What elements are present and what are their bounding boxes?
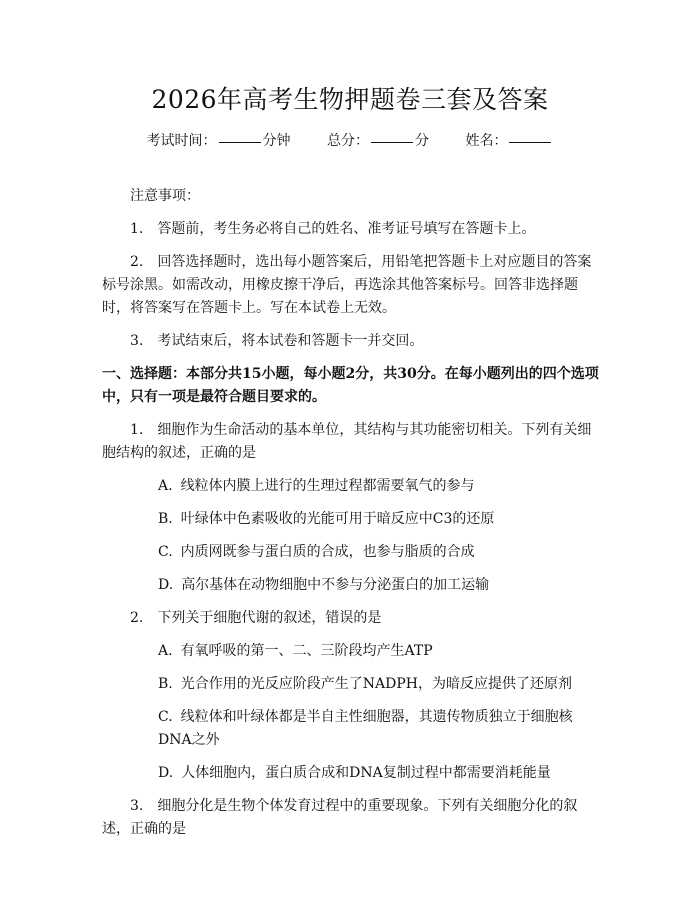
question-text: 细胞作为生命活动的基本单位，其结构与其功能密切相关。下列有关细胞结构的叙述，正确的是	[102, 422, 592, 461]
notice-item	[102, 251, 602, 320]
answer-option	[102, 574, 602, 597]
total-score-unit: 分	[415, 133, 429, 149]
notice-text: 考试结束后，将本试卷和答题卡一并交回。	[157, 333, 424, 349]
exam-time-unit: 分钟	[262, 133, 291, 149]
option-letter: C.	[158, 709, 173, 725]
student-name-label: 姓名：	[465, 133, 508, 149]
notice-item	[102, 218, 602, 241]
exam-time-label: 考试时间：	[146, 133, 217, 149]
answer-option	[102, 762, 602, 785]
option-letter: C.	[158, 544, 173, 560]
option-letter: A.	[158, 478, 173, 494]
question-text: 细胞分化是生物个体发育过程中的重要现象。下列有关细胞分化的叙述，正确的是	[102, 798, 578, 837]
section-heading: 一、选择题：本部分共15小题，每小题2分，共30分。在每小题列出的四个选项中，只有一项是最符合题目要求的。	[102, 366, 599, 405]
document-body	[102, 185, 602, 851]
notice-number: 2.	[130, 254, 144, 270]
option-text: 叶绿体中色素吸收的光能可用于暗反应中C3的还原	[180, 511, 495, 527]
notice-item	[102, 330, 602, 353]
notice-number: 1.	[130, 221, 144, 237]
option-letter: D.	[158, 765, 174, 781]
question-stem	[102, 607, 602, 630]
question-text: 下列关于细胞代谢的叙述，错误的是	[157, 610, 382, 626]
student-name-blank	[509, 141, 551, 143]
option-text: 内质网既参与蛋白质的合成，也参与脂质的合成	[180, 544, 475, 560]
exam-time-blank	[219, 141, 261, 143]
question-number: 3.	[130, 798, 144, 814]
option-text: 线粒体内膜上进行的生理过程都需要氧气的参与	[180, 478, 475, 494]
total-score-field	[327, 133, 429, 149]
notice-text: 答题前，考生务必将自己的姓名、准考证号填写在答题卡上。	[157, 221, 536, 237]
document-title: 2026年高考生物押题卷三套及答案	[151, 85, 549, 114]
option-text: 人体细胞内，蛋白质合成和DNA复制过程中都需要消耗能量	[181, 765, 551, 781]
option-letter: D.	[158, 577, 174, 593]
student-name-field	[465, 133, 553, 149]
question-stem	[102, 419, 602, 465]
option-text: 有氧呼吸的第一、二、三阶段均产生ATP	[180, 643, 433, 659]
exam-info-line	[0, 130, 700, 150]
answer-option	[102, 508, 602, 531]
option-letter: B.	[158, 511, 173, 527]
notice-number: 3.	[130, 333, 144, 349]
question-stem	[102, 795, 602, 841]
question-number: 2.	[130, 610, 144, 626]
total-score-label: 总分：	[327, 133, 369, 149]
answer-option	[102, 640, 602, 663]
notice-heading: 注意事项：	[130, 188, 200, 204]
answer-option	[102, 706, 602, 752]
option-letter: B.	[158, 676, 173, 692]
total-score-blank	[371, 141, 413, 143]
notice-text: 回答选择题时，选出每小题答案后，用铅笔把答题卡上对应题目的答案标号涂黑。如需改动，用橡皮擦干净后，再选涂其他答案标号。回答非选择题时，将答案写在答题卡上。写在本试卷上无效。	[102, 254, 592, 316]
option-letter: A.	[158, 643, 173, 659]
option-text: 光合作用的光反应阶段产生了NADPH，为暗反应提供了还原剂	[180, 676, 572, 692]
answer-option	[102, 541, 602, 564]
answer-option	[102, 673, 602, 696]
answer-option	[102, 475, 602, 498]
option-text: 线粒体和叶绿体都是半自主性细胞器，其遗传物质独立于细胞核DNA之外	[158, 709, 573, 748]
exam-time-field	[147, 133, 291, 149]
option-text: 高尔基体在动物细胞中不参与分泌蛋白的加工运输	[181, 577, 490, 593]
question-number: 1.	[130, 422, 144, 438]
